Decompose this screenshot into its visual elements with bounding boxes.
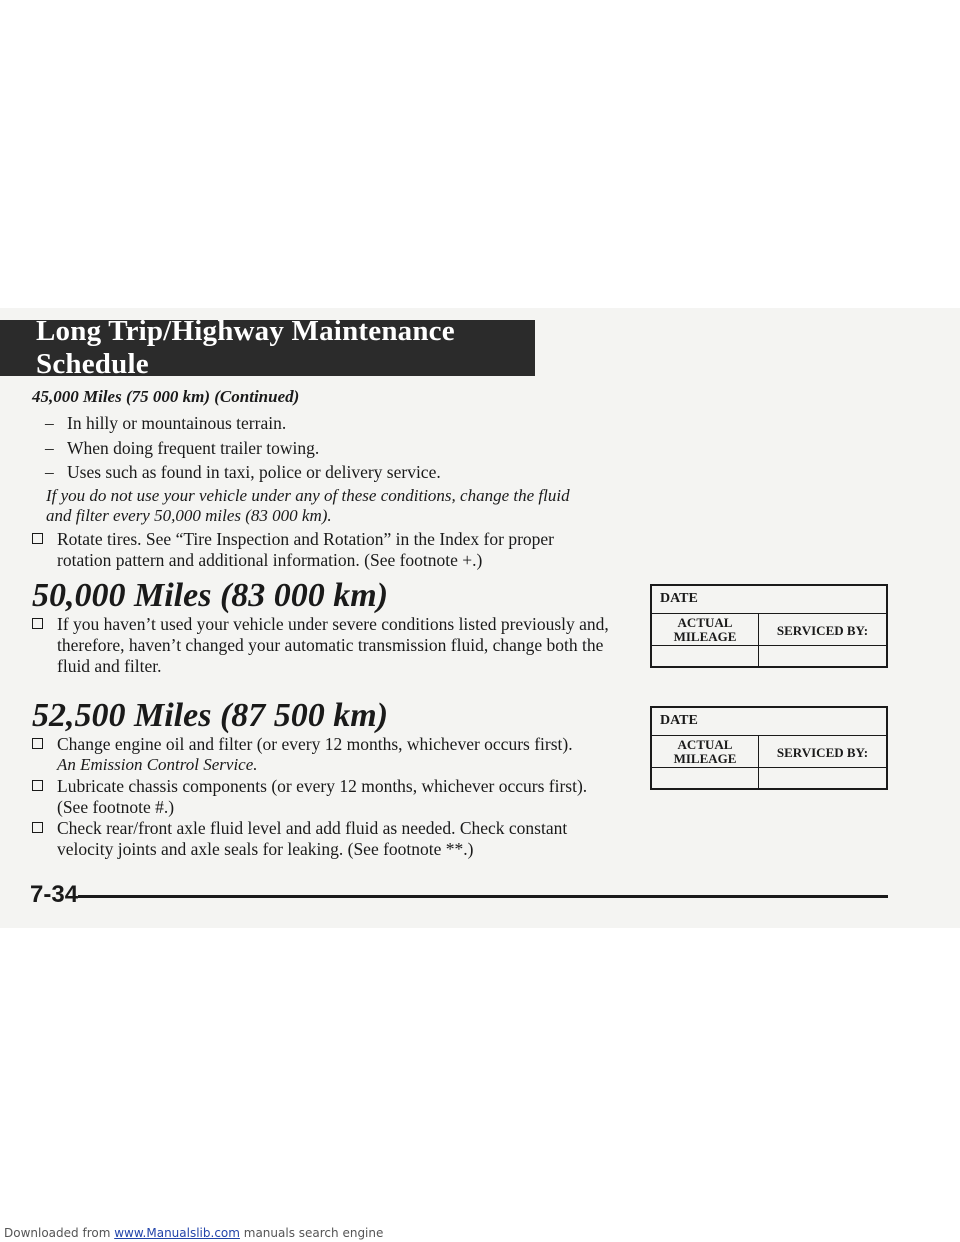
serviced-by-label: SERVICED BY: <box>776 623 869 638</box>
service-record-box <box>650 584 888 668</box>
dash-item: – In hilly or mountainous terrain. <box>45 413 287 433</box>
manualslib-link[interactable]: www.Manualslib.com <box>114 1226 240 1240</box>
section-header-title: Long Trip/Highway Maintenance Schedule <box>36 315 455 380</box>
checkbox[interactable] <box>32 780 43 791</box>
checkbox[interactable] <box>32 618 43 629</box>
checkbox[interactable] <box>32 822 43 833</box>
download-source-line: Downloaded from www.Manualslib.com manuals search engine <box>4 1226 384 1240</box>
page-number: 7-34 <box>30 881 79 908</box>
checkbox[interactable] <box>32 533 43 544</box>
section-header-bar <box>0 315 535 380</box>
fluid-note-line: If you do not use your vehicle under any of these conditions, change the fluid <box>46 486 570 505</box>
actual-mileage-label: ACTUAL MILEAGE <box>673 615 737 644</box>
transmission-fluid-item: If you haven’t used your vehicle under severe conditions listed previously and, therefore, haven’t changed your automatic transmission fluid, change both the fluid and filter. <box>32 614 609 677</box>
section-title-52500: 52,500 Miles (87 500 km) <box>32 697 389 734</box>
engine-oil-item: Change engine oil and filter (or every 12 months, whichever occurs first). An Emission Control Service. <box>32 734 573 775</box>
section-title-50000: 50,000 Miles (83 000 km) <box>32 577 389 614</box>
lubricate-chassis-item: Lubricate chassis components (or every 12 months, whichever occurs first). (See footnote #.) <box>32 776 587 818</box>
dash-item: – When doing frequent trailer towing. <box>45 438 320 458</box>
continued-subheading: 45,000 Miles (75 000 km) (Continued) <box>32 387 300 406</box>
date-label: DATE <box>660 591 698 606</box>
emission-note: An Emission Control Service. <box>57 755 258 774</box>
footer-rule <box>78 895 888 898</box>
rotate-tires-item: Rotate tires. See “Tire Inspection and Rotation” in the Index for proper rotation pattern and additional information. (See footnote +.) <box>32 529 554 571</box>
service-record-box <box>650 706 888 790</box>
axle-fluid-item: Check rear/front axle fluid level and add fluid as needed. Check constant velocity joints and axle seals for leaking. (See footnote **.) <box>32 818 567 860</box>
checkbox[interactable] <box>32 738 43 749</box>
dash-item: – Uses such as found in taxi, police or delivery service. <box>45 462 441 482</box>
date-label: DATE <box>660 713 698 728</box>
actual-mileage-label: ACTUAL MILEAGE <box>673 737 737 766</box>
serviced-by-label: SERVICED BY: <box>776 745 869 760</box>
fluid-note-line: and filter every 50,000 miles (83 000 km). <box>46 506 332 525</box>
